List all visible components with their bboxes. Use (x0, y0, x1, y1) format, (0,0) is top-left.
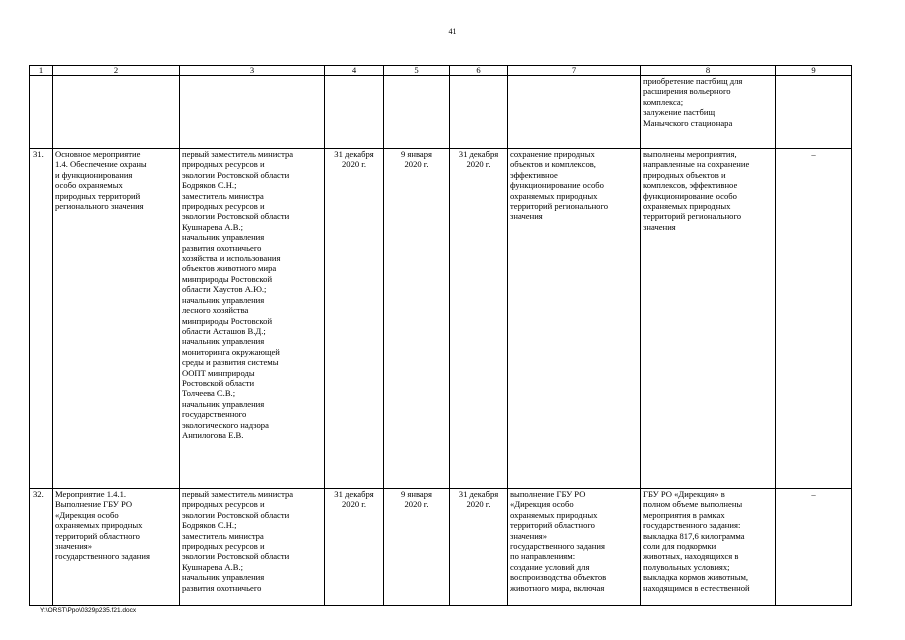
text-line: по направлениям: (510, 551, 576, 562)
text-line: начальник управления (182, 398, 265, 409)
text-line: области Хаустов А.Ю.; (182, 284, 267, 295)
responsible-cell (180, 489, 325, 606)
text-line: начальник управления (182, 572, 265, 583)
text-line: значения» (55, 541, 93, 552)
header-row (30, 66, 852, 76)
header-cell: 8 (641, 66, 776, 76)
text-line: особо охраняемых (55, 180, 123, 191)
text-line: среды и развития системы (182, 357, 279, 368)
text-line: государственного задания (510, 541, 605, 552)
planned-date-cell (325, 149, 384, 489)
file-path-footer: Y:\ORST\Ppo\0329p235.f21.docx (40, 607, 137, 614)
text-line: охраняемых природных (510, 509, 598, 520)
cell (508, 76, 641, 149)
cell (450, 76, 508, 149)
text-line: создание условий для (510, 561, 590, 572)
text-line: Анпилогова Е.В. (182, 429, 244, 440)
text-line: функционирование особо (643, 190, 737, 201)
end-date-cell (450, 489, 508, 606)
text-line: экологии Ростовской области (182, 211, 290, 222)
text-line: минприроды Ростовской (182, 315, 273, 326)
text-line: экологии Ростовской области (182, 509, 290, 520)
expected-result-cell (508, 149, 641, 489)
text-line: 2020 г. (466, 499, 491, 510)
text-line: выкладка 817,6 килограмма (643, 530, 745, 541)
text-line: Ростовской области (182, 377, 255, 388)
text-line: Бодряков С.Н.; (182, 520, 237, 531)
row-number: 31. (30, 149, 53, 489)
text-line: и функционирования (55, 169, 133, 180)
text-line: 31 декабря (458, 149, 499, 159)
text-line: государственного задания: (643, 520, 741, 531)
header-cell: 5 (384, 66, 450, 76)
text-line: природных территорий (55, 190, 141, 201)
text-line: полувольных условиях; (643, 561, 730, 572)
text-line: 9 января (400, 489, 432, 499)
text-line: Толчеева С.В.; (182, 388, 236, 399)
header-cell: 1 (30, 66, 53, 76)
text-line: развития охотничьего (182, 242, 262, 253)
header-cell: 2 (53, 66, 180, 76)
text-line: соли для подкормки (643, 541, 717, 552)
text-line: первый заместитель министра (182, 489, 294, 499)
header-cell: 6 (450, 66, 508, 76)
text-line: сохранение природных (510, 149, 595, 159)
text-line: объектов животного мира (182, 263, 277, 274)
measure-name-cell (53, 149, 180, 489)
text-line: природных ресурсов и (182, 201, 265, 212)
result-cell (641, 76, 776, 149)
text-line: значения» (510, 530, 548, 541)
text-line: «Дирекция особо (510, 499, 574, 510)
text-line: территорий областного (55, 530, 140, 541)
text-line: комплексов, эффективное (643, 180, 738, 191)
text-line: природных объектов и (643, 169, 726, 180)
text-line: Выполнение ГБУ РО (55, 499, 133, 510)
text-line: экологии Ростовской области (182, 551, 290, 562)
text-line: области Асташов В.Д.; (182, 325, 266, 336)
row-number: 32. (30, 489, 53, 606)
text-line: Основное мероприятие (55, 149, 141, 159)
text-line: Кушнарева А.В.; (182, 221, 244, 232)
text-line: Бодряков С.Н.; (182, 180, 237, 191)
text-line: природных ресурсов и (182, 159, 265, 170)
text-line: природных ресурсов и (182, 499, 265, 510)
planned-date-cell (325, 489, 384, 606)
header-cell: 7 (508, 66, 641, 76)
text-line: приобретение пастбищ для (643, 76, 743, 86)
text-line: ГБУ РО «Дирекция» в (643, 489, 725, 499)
text-line: начальник управления (182, 294, 265, 305)
text-line: природных ресурсов и (182, 541, 265, 552)
text-line: выполнены мероприятия, (643, 149, 737, 159)
text-line: комплекса; (643, 96, 684, 107)
text-line: экологического надзора (182, 419, 269, 430)
text-line: 9 января (400, 149, 432, 159)
text-line: расширения вольерного (643, 86, 731, 97)
text-line: залужение пастбищ (643, 107, 716, 118)
cell (325, 76, 384, 149)
text-line: Кушнарева А.В.; (182, 561, 244, 572)
start-date-cell (384, 149, 450, 489)
text-line: воспроизводства объектов (510, 572, 607, 583)
text-line: мероприятия в рамках (643, 509, 725, 520)
text-line: хозяйства и использования (182, 253, 281, 264)
header-cell: 9 (776, 66, 852, 76)
text-line: 31 декабря (334, 489, 374, 499)
start-date-cell (384, 489, 450, 606)
text-line: 31 декабря (334, 149, 374, 159)
text-line: 1.4. Обеспечение охраны (55, 159, 147, 170)
text-line: начальник управления (182, 232, 265, 243)
text-line: начальник управления (182, 336, 265, 347)
text-line: охраняемых природных (510, 190, 598, 201)
text-line: объектов и комплексов, (510, 159, 596, 170)
text-line: находящимся в естественной (643, 582, 750, 593)
text-line: выполнение ГБУ РО (510, 489, 586, 499)
cell (30, 76, 53, 149)
text-line: государственного задания (55, 551, 150, 562)
text-line: направленные на сохранение (643, 159, 750, 170)
text-line: 2020 г. (341, 159, 367, 170)
problems-cell: – (776, 489, 852, 606)
actual-result-cell (641, 489, 776, 606)
header-cell: 4 (325, 66, 384, 76)
text-line: «Дирекция особо (55, 509, 119, 520)
text-line: территорий областного (510, 520, 595, 531)
text-line: развития охотничьего (182, 582, 262, 593)
text-line: Манычского стационара (643, 117, 733, 128)
text-line: минприроды Ростовской (182, 273, 273, 284)
text-line: заместитель министра (182, 190, 264, 201)
expected-result-cell (508, 489, 641, 606)
text-line: значения (510, 211, 543, 222)
text-line: эффективное (510, 169, 558, 180)
problems-cell: – (776, 149, 852, 489)
text-line: охраняемых природных (643, 201, 731, 212)
responsible-cell (180, 149, 325, 489)
text-line: государственного (182, 409, 247, 420)
text-line: территорий регионального (510, 201, 609, 212)
text-line: регионального значения (55, 201, 144, 212)
actual-result-cell (641, 149, 776, 489)
measure-name-cell (53, 489, 180, 606)
end-date-cell (450, 149, 508, 489)
table-row-continuation (30, 76, 852, 149)
text-line: экологии Ростовской области (182, 169, 290, 180)
text-line: 2020 г. (466, 159, 491, 170)
text-line: полном объеме выполнены (643, 499, 743, 510)
text-line: животных, находящихся в (643, 551, 739, 562)
report-table (29, 65, 852, 606)
cell (776, 76, 852, 149)
text-line: функционирование особо (510, 180, 604, 191)
table-row-32 (30, 489, 852, 606)
text-line: животного мира, включая (510, 582, 605, 593)
text-line: ООПТ минприроды (182, 367, 255, 378)
text-line: 2020 г. (404, 499, 429, 510)
text-line: первый заместитель министра (182, 149, 294, 159)
text-line: Мероприятие 1.4.1. (55, 489, 127, 499)
table-row-31 (30, 149, 852, 489)
page-number: 41 (448, 27, 457, 36)
text-line: заместитель министра (182, 530, 264, 541)
cell (53, 76, 180, 149)
text-line: 2020 г. (404, 159, 429, 170)
text-line: значения (643, 221, 676, 232)
header-cell: 3 (180, 66, 325, 76)
text-line: выкладка кормов животным, (643, 572, 749, 583)
cell (384, 76, 450, 149)
text-line: мониторинга окружающей (182, 346, 280, 357)
text-line: 31 декабря (458, 489, 499, 499)
text-line: 2020 г. (341, 499, 367, 510)
cell (180, 76, 325, 149)
text-line: территорий регионального (643, 211, 742, 222)
text-line: лесного хозяйства (182, 305, 249, 316)
text-line: охраняемых природных (55, 520, 143, 531)
